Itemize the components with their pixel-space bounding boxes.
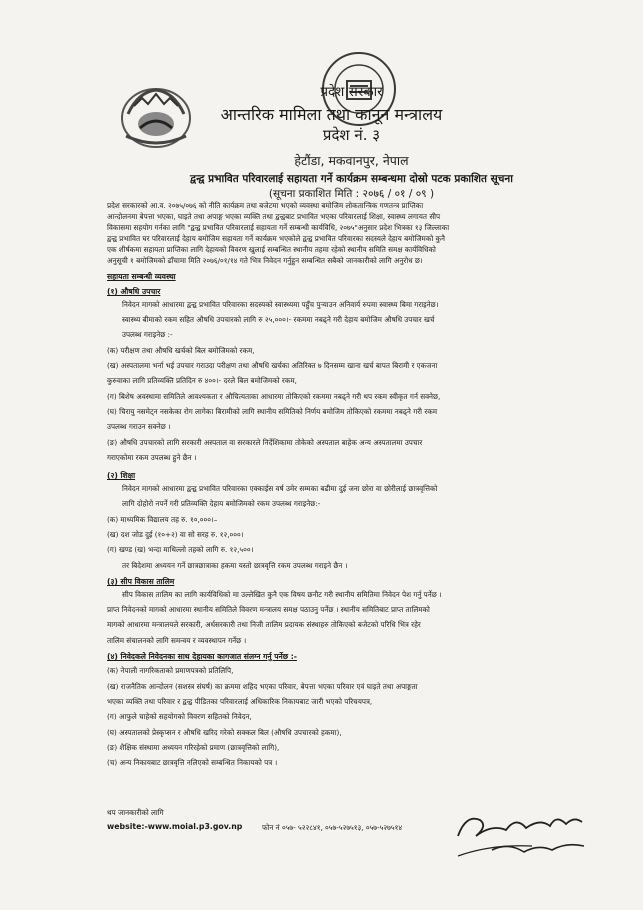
list-item: (ख) दश जोड दुई (१०+२) वा सो सरह रु. १२,०००। <box>107 530 244 539</box>
government-name: प्रदेश सरकार <box>320 84 383 100</box>
section-heading-education: (२) शिक्षा <box>107 471 136 480</box>
list-item: (ग) बिशेष अवस्थामा समितिले आवश्यकता र औचित्यताका आधारमा तोकिएको रकममा नबढ्ने गरी थप रकम स्वीकृत गर्न सक्नेछ, <box>107 392 441 401</box>
list-item: कुरुवाका लागि प्रतिव्यक्ति प्रतिदिन रु ४००।- दरले बिल बमोजिमको रकम, <box>107 376 297 385</box>
section-heading-documents: (४) निवेदकले निवेदनका साथ देहायका कागजात संलग्न गर्नु पर्नेछ :- <box>107 652 297 661</box>
phone-numbers: फोन नं ०५७- ५२२८४१, ०५७-५२७५१३, ०५७-५२७५१४ <box>262 823 403 832</box>
section-line: निवेदन मागको आधारमा द्वन्द्व प्रभावित परिवारका एक्काईस वर्ष उमेर सम्मका बढीमा दुई जना छोरा वा छोरीलाई छात्रवृत्तिको <box>122 484 438 493</box>
list-item: गराएकोमा रकम उपलब्ध हुने छैन । <box>107 453 197 462</box>
signature-icon <box>452 806 602 866</box>
intro-line: द्वन्द्व प्रभावित घर परिवारलाई देहाय बमोजिम सहायता गर्ने कार्यक्रम भएकोले द्वन्द्व प्रभावित परिवारका सदस्यले देहाय बमोजिमको कुनै <box>107 234 445 243</box>
list-item: उपलब्ध गराउन सक्नेछ । <box>107 422 171 431</box>
section-line: स्वास्थ्य बीमाको रकम सहित औषधि उपचारको लागि रु २५,०००।- रकममा नबढ्ने गरी देहाय बमोजिम औषधि उपचार खर्च <box>122 315 435 324</box>
list-item: (ङ) शैक्षिक संस्थामा अध्ययन गरिरहेको प्रमाण (छात्रवृत्तिको लागि), <box>107 743 280 752</box>
list-item: (क) नेपाली नागरिकताको प्रमाणपत्रको प्रतिलिपि, <box>107 666 234 675</box>
list-item: (ङ) औषधि उपचारको लागि सरकारी अस्पताल वा सरकारले निर्देशिकामा तोकेको अस्पताल बाहेक अन्य अस्पतालमा उपचार <box>107 438 423 447</box>
notice-title: द्वन्द्व प्रभावित परिवारलाई सहायता गर्ने कार्यक्रम सम्बन्धमा दोस्रो पटक प्रकाशित सूचना <box>190 173 513 185</box>
more-info-label: थप जानकारीको लागि <box>107 808 164 817</box>
list-item: (क) परीक्षण तथा औषधि खर्चको बिल बमोजिमको रकम, <box>107 346 255 355</box>
list-item: (घ) चिरायु नसमेट्न नसकेका रोग लागेका बिरामीको लागि स्थानीय समितिको निर्णय बमोजिम तोकिएको रकममा नबढ्ने गरी रकम <box>107 407 438 416</box>
arrangement-heading: सहायता सम्बन्धी व्यवस्था <box>107 272 176 281</box>
ministry-name: आन्तरिक मामिला तथा कानून मन्त्रालय <box>220 105 443 124</box>
province-name: प्रदेश नं. ३ <box>322 126 381 144</box>
intro-line: आन्दोलनमा बेपत्ता भएका, घाइते तथा अपाङ्ग भएका व्यक्ति तथा द्वन्द्वबाट प्रभावित भएका परिवारलाई शिक्षा, स्वास्थ्य लगायत सीप <box>107 212 441 221</box>
section-heading-medical: (१) औषधि उपचार <box>107 287 161 296</box>
list-item: (घ) अस्पतालको प्रेस्कृप्सन र औषधि खरिद गरेको सक्कल बिल (औषधि उपचारको हकमा), <box>107 728 342 737</box>
notice-date: (सूचना प्रकाशित मिति : २०७६ / ०१ / ०९ ) <box>268 188 435 200</box>
list-item: (ख) राजनैतिक आन्दोलन (सशस्त्र संघर्ष) का क्रममा शहिद भएका परिवार, बेपत्ता भएका परिवार एवं घाइते तथा अपाङ्गता <box>107 682 418 691</box>
intro-line: प्रदेश सरकारको आ.व. २०७५/०७६ को नीति कार्यक्रम तथा बजेटमा भएको व्यवस्था बमोजिम लोकतान्त्रिक गणतन्त्र प्राप्तिका <box>107 201 424 210</box>
intro-line: एक शीर्षकमा सहायता प्राप्तिका लागि देहायको विवरण खुलाई सम्बन्धित स्थानीय तहमा रहेको स्थानीय समिति समक्ष कार्यविधिको <box>107 245 436 254</box>
section-line: मागको आधारमा मन्त्रालयले सरकारी, अर्धसरकारी तथा निजी तालिम प्रदायक संस्थाहरु तोकिएको बजेटको परिधि भित्र रहेर <box>107 620 421 629</box>
section-line: उपलब्ध गराइनेछ :- <box>122 330 173 339</box>
list-item: तर बिदेशमा अध्ययन गर्ने छात्रछात्राका हकमा यस्तो छात्रवृत्ति रकम उपलब्ध गराइने छैन । <box>122 561 348 570</box>
list-item: (क) माध्यमिक विद्यालय तह रु. १०,०००।– <box>107 515 218 524</box>
list-item: भएका व्यक्ति तथा परिवार र द्वन्द्व पीडितका परिवारलाई अधिकारिक निकायबाट जारी भएको परिचयपत्र, <box>107 697 373 706</box>
list-item: (ग) खण्ड (ख) भन्दा माथिल्लो तहको लागि रु. १२,५००। <box>107 545 254 554</box>
intro-line: अनुसूची १ बमोजिमको ढाँचामा मिति २०७६/०१/१४ गते भित्र निवेदन गर्नुहुन सम्बन्धित सबैको जानकारीको लागि अनुरोध छ। <box>107 256 423 265</box>
section-line: सीप विकास तालिम का लागि कार्यविधिको मा उल्लेखित कुनै एक विषय छनौट गरी स्थानीय समितिमा निवेदन पेश गर्नु पर्नेछ । <box>122 590 442 599</box>
section-line: निवेदन मागको आधारमा द्वन्द्व प्रभावित परिवारका सदस्यको स्वास्थ्यमा पहुँच पुऱ्याउन अनिवार्य रुपमा स्वास्थ्य बिमा गराइनेछ। <box>122 300 439 309</box>
list-item: (च) अन्य निकायबाट छात्रवृत्ति नलिएको सम्बन्धित निकायको पत्र । <box>107 758 278 767</box>
location: हेटौंडा, मकवानपुर, नेपाल <box>294 153 409 168</box>
section-line: तालिम संचालनको लागि समन्वय र व्यवस्थापन गर्नेछ । <box>107 636 247 645</box>
list-item: (ग) आफुले चाहेको सहयोगको विवरण सहितको निवेदन, <box>107 712 252 721</box>
website-link[interactable]: website:-www.moial.p3.gov.np <box>107 822 243 831</box>
list-item: (ख) अस्पतालमा भर्ना भई उपचार गराउदा परीक्षण तथा औषधि खर्चका अतिरिक्त ७ दिनसम्म खाना खर्च बापत बिरामी र एकजना <box>107 361 438 370</box>
intro-line: विकासमा सहयोग गर्नका लागि "द्वन्द्व प्रभावित परिवारलाई सहायता गर्ने सम्बन्धी कार्यविधि, २०७५"अनुसार प्रदेश भित्रका १३ जिल्लाका <box>107 223 450 232</box>
section-line: प्राप्त निवेदनको मागको आधारमा स्थानीय समितिले विवरण मन्त्रालय समक्ष पठाउनु पर्नेछ । स्थानीय समितिबाट प्राप्त तालिमको <box>107 605 430 614</box>
section-line: लागि दोहोरो नपर्ने गरी प्रतिव्यक्ति देहाय बमोजिमको रकम उपलब्ध गराइनेछ:- <box>122 499 321 508</box>
section-heading-skills: (३) सीप विकास तालिम <box>107 577 175 586</box>
